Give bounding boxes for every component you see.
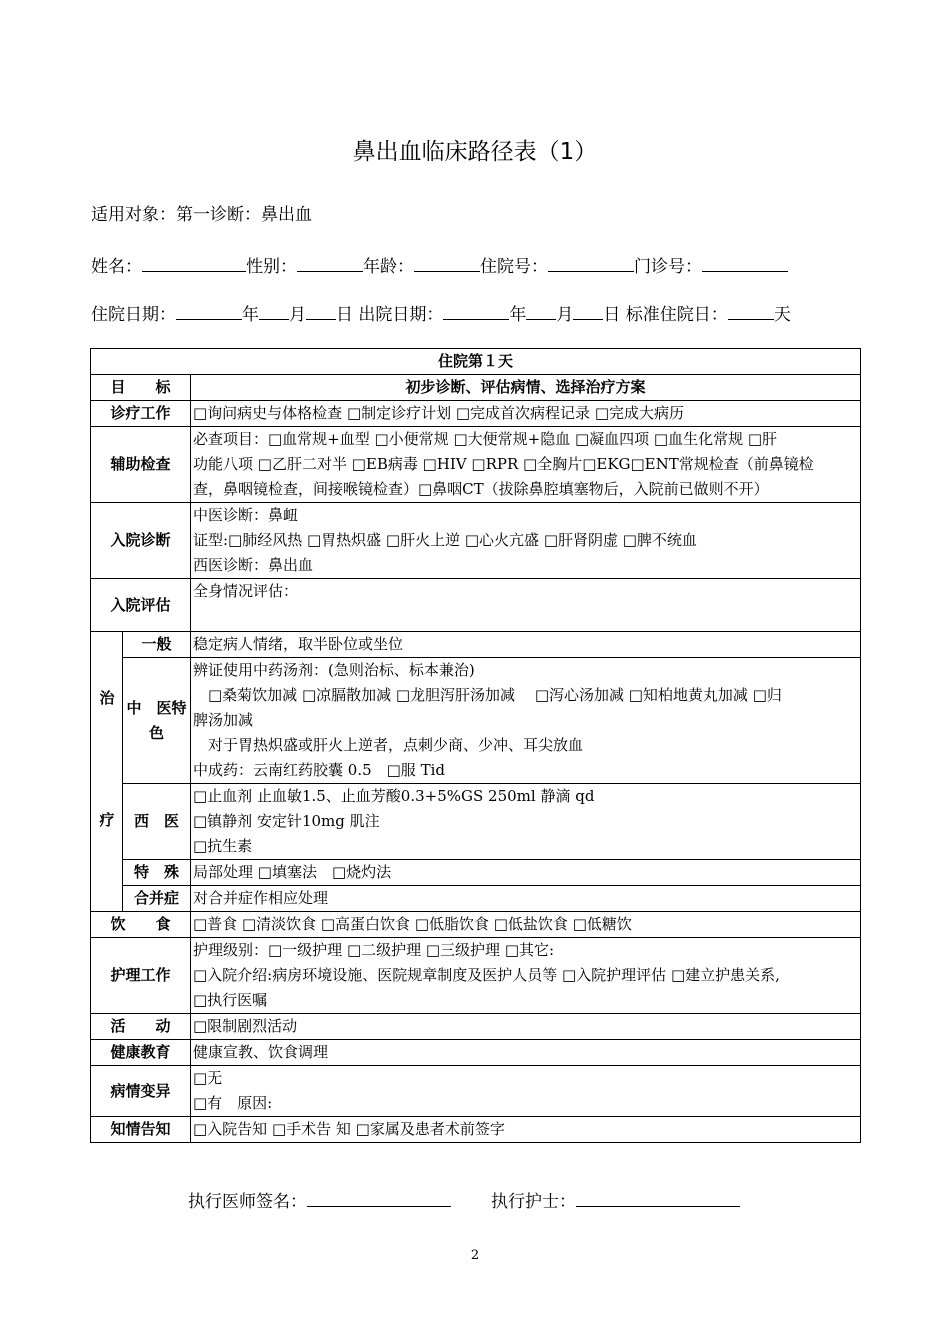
admit-day-field[interactable]: [306, 303, 336, 320]
day-unit: 日: [603, 305, 621, 325]
date-info-row: [91, 300, 791, 325]
inpatient-no-field[interactable]: [548, 255, 634, 272]
activity-value[interactable]: □限制剧烈活动: [191, 1014, 861, 1040]
tcm-label-line: 色: [148, 723, 164, 742]
consent-value[interactable]: □入院告知 □手术告 知 □家属及患者术前签字: [191, 1117, 861, 1143]
tcm-line: □桑菊饮加减 □凉膈散加减 □龙胆泻肝汤加减 □泻心汤加减 □知柏地黄丸加减 □归: [193, 686, 782, 704]
western-med-label: 西 医: [123, 784, 191, 860]
days-unit: 天: [773, 305, 791, 325]
name-label: 姓名：: [91, 257, 142, 277]
outpatient-no-field[interactable]: [702, 255, 788, 272]
tcm-line: 对于胃热炽盛或肝火上逆者，点刺少商、少冲、耳尖放血: [193, 736, 584, 754]
discharge-year-field[interactable]: [443, 303, 509, 320]
tcm-label-line: 中 医特: [126, 698, 187, 717]
aux-exam-label: 辅助检查: [91, 427, 191, 503]
admit-month-field[interactable]: [259, 303, 289, 320]
variance-line: □无: [193, 1069, 223, 1087]
general-label: 一般: [123, 632, 191, 658]
nursing-line: □入院介绍:病房环境设施、医院规章制度及医护人员等 □入院护理评估 □建立护患关系,: [193, 966, 780, 984]
tcm-value[interactable]: [191, 658, 861, 784]
treatment-label-char: 疗: [99, 811, 115, 829]
standard-stay-field[interactable]: [728, 303, 774, 320]
nursing-line: □执行医嘱: [193, 991, 268, 1009]
table-header: 住院第１天: [91, 349, 861, 375]
month-unit: 月: [556, 305, 574, 325]
admit-diag-value[interactable]: [191, 503, 861, 579]
admit-eval-label: 入院评估: [91, 579, 191, 632]
page-number: 2: [470, 1248, 480, 1263]
comorbidity-label: 合并症: [123, 886, 191, 912]
nursing-label: 护理工作: [91, 938, 191, 1014]
goal-value: 初步诊断、评估病情、选择治疗方案: [191, 375, 861, 401]
western-med-line: □镇静剂 安定针10mg 肌注: [193, 812, 380, 830]
special-value[interactable]: 局部处理 □填塞法 □烧灼法: [191, 860, 861, 886]
diag-work-label: 诊疗工作: [91, 401, 191, 427]
doctor-sign-field[interactable]: [307, 1190, 451, 1207]
aux-exam-line: 查，鼻咽镜检查，间接喉镜检查）□鼻咽CT（拔除鼻腔填塞物后，入院前已做则不开）: [193, 480, 769, 498]
health-edu-value: 健康宣教、饮食调理: [191, 1040, 861, 1066]
age-label: 年龄：: [363, 257, 414, 277]
diet-value[interactable]: □普食 □清淡饮食 □高蛋白饮食 □低脂饮食 □低盐饮食 □低糖饮: [191, 912, 861, 938]
tcm-diagnosis: 中医诊断：鼻衄: [193, 506, 299, 524]
day-unit: 日: [336, 305, 353, 325]
name-field[interactable]: [142, 255, 246, 272]
inpatient-no-label: 住院号：: [480, 257, 548, 277]
standard-stay-label: 标准住院日：: [625, 305, 728, 325]
tcm-line: 辨证使用中药汤剂：(急则治标、标本兼治): [193, 661, 475, 679]
year-unit: 年: [509, 305, 527, 325]
western-med-line: □止血剂 止血敏1.5、止血芳酸0.3+5%GS 250ml 静滴 qd: [193, 787, 595, 805]
nurse-sign-label: 执行护士：: [491, 1192, 576, 1212]
health-edu-label: 健康教育: [91, 1040, 191, 1066]
discharge-day-field[interactable]: [573, 303, 603, 320]
aux-exam-line: 功能八项 □乙肝二对半 □EB病毒 □HIV □RPR □全胸片□EKG□ENT常规检查（前鼻镜检: [193, 455, 814, 473]
nursing-line: 护理级别：□一级护理 □二级护理 □三级护理 □其它:: [193, 941, 555, 959]
page-title: 鼻出血临床路径表（1）: [352, 139, 598, 165]
nurse-sign-field[interactable]: [576, 1190, 740, 1207]
variance-line: □有 原因:: [193, 1094, 273, 1112]
sex-label: 性别：: [246, 257, 297, 277]
signature-row: [188, 1187, 740, 1212]
admit-year-field[interactable]: [176, 303, 242, 320]
nursing-value[interactable]: [191, 938, 861, 1014]
tcm-line: 脾汤加减: [193, 711, 254, 729]
aux-exam-value[interactable]: [191, 427, 861, 503]
month-unit: 月: [289, 305, 306, 325]
general-value: 稳定病人情绪，取半卧位或坐位: [191, 632, 861, 658]
patient-info-row: [91, 252, 788, 277]
tcm-label: [123, 658, 191, 784]
admit-eval-value[interactable]: 全身情况评估：: [191, 579, 861, 632]
syndrome-type: 证型:□肺经风热 □胃热炽盛 □肝火上逆 □心火亢盛 □肝肾阴虚 □脾不统血: [193, 531, 697, 549]
western-med-value[interactable]: [191, 784, 861, 860]
diet-label: 饮 食: [91, 912, 191, 938]
diag-work-value[interactable]: □询问病史与体格检查 □制定诊疗计划 □完成首次病程记录 □完成大病历: [191, 401, 861, 427]
clinical-pathway-table: [90, 348, 861, 1143]
special-label: 特 殊: [123, 860, 191, 886]
discharge-date-label: 出院日期：: [358, 305, 444, 325]
treatment-label: [91, 632, 123, 912]
year-unit: 年: [242, 305, 259, 325]
outpatient-no-label: 门诊号：: [634, 257, 702, 277]
tcm-line: 中成药：云南红药胶囊 0.5 □服 Tid: [193, 761, 445, 779]
discharge-month-field[interactable]: [526, 303, 556, 320]
admit-diag-label: 入院诊断: [91, 503, 191, 579]
western-diagnosis: 西医诊断：鼻出血: [193, 556, 314, 574]
comorbidity-value: 对合并症作相应处理: [191, 886, 861, 912]
consent-label: 知情告知: [91, 1117, 191, 1143]
variance-value[interactable]: [191, 1066, 861, 1117]
treatment-label-char: 治: [99, 689, 115, 707]
activity-label: 活 动: [91, 1014, 191, 1040]
applicable-subject: 适用对象：第一诊断：鼻出血: [91, 205, 312, 225]
western-med-line: □抗生素: [193, 837, 253, 855]
aux-exam-line: 必查项目：□血常规+血型 □小便常规 □大便常规+隐血 □凝血四项 □血生化常规 □肝: [193, 430, 778, 448]
goal-label: 目 标: [91, 375, 191, 401]
admit-date-label: 住院日期：: [91, 305, 176, 325]
variance-label: 病情变异: [91, 1066, 191, 1117]
doctor-sign-label: 执行医师签名：: [188, 1192, 307, 1212]
sex-field[interactable]: [297, 255, 363, 272]
age-field[interactable]: [414, 255, 480, 272]
